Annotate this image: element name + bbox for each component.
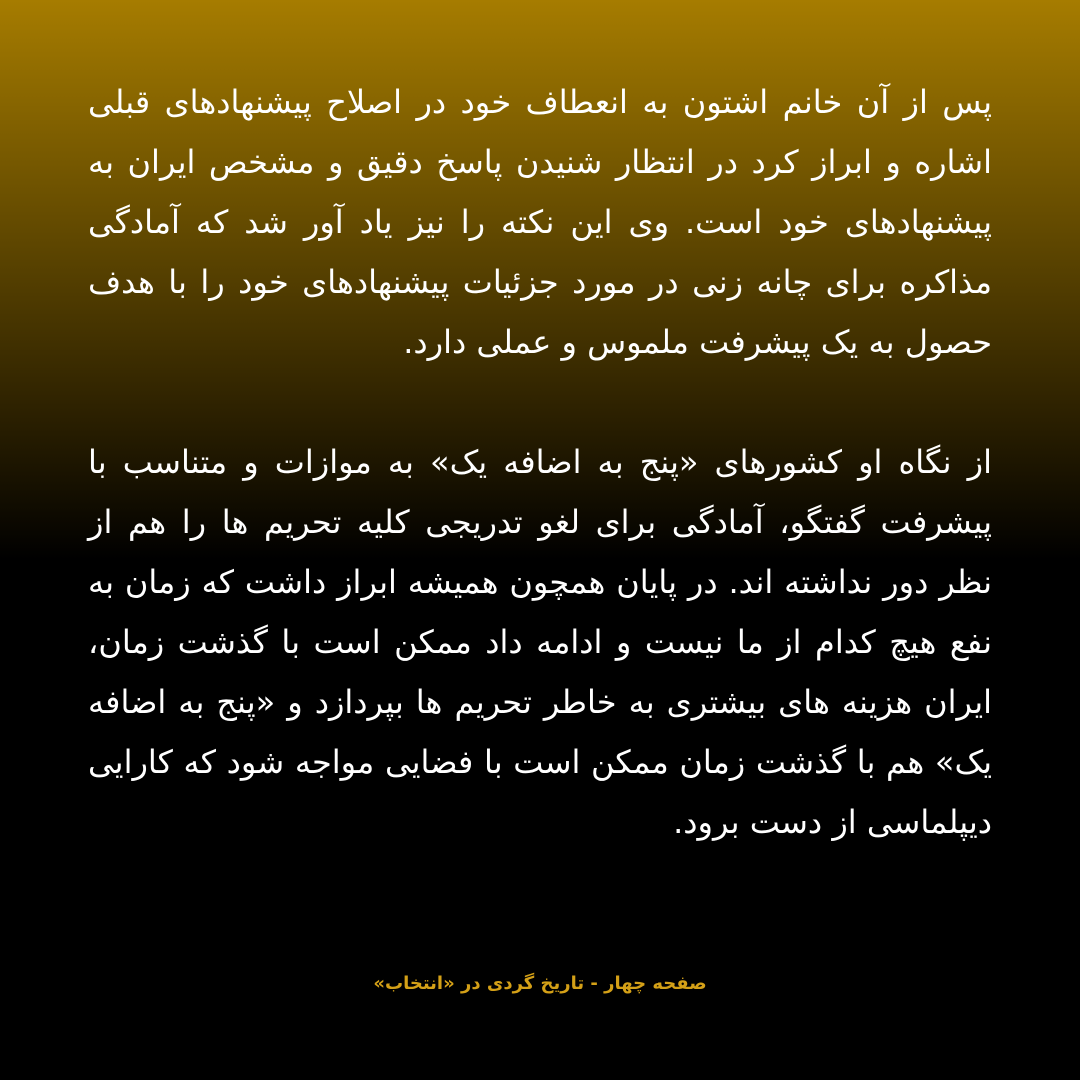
page-footer: صفحه چهار - تاریخ گردی در «انتخاب» [373, 973, 707, 994]
paragraph-2: از نگاه او کشورهای «پنج به اضافه یک» به موازات و متناسب با پیشرفت گفتگو، آمادگی برای لغو تدریجی کلیه تحریم ها را هم از نظر دور نداشته اند. در پایان همچون همیشه ابراز داشت که زمان به نفع هیچ کدام از ما نیست و ادامه داد ممکن است با گذشت زمان، ایران هزینه های بیشتری به خاطر تحریم ها بپردازد و «پنج به اضافه یک» هم با گذشت زمان ممکن است با فضایی مواجه شود که کارایی دیپلماسی از دست برود. [88, 443, 992, 841]
paragraph-1: پس از آن خانم اشتون به انعطاف خود در اصلاح پیشنهادهای قبلی اشاره و ابراز کرد در انتظار شنیدن پاسخ دقیق و مشخص ایران به پیشنهادهای خود است. وی این نکته را نیز یاد آور شد که آمادگی مذاکره برای چانه زنی در مورد جزئیات پیشنهادهای خود را با هدف حصول به یک پیشرفت ملموس و عملی دارد. [88, 83, 992, 361]
article-body [88, 72, 992, 852]
